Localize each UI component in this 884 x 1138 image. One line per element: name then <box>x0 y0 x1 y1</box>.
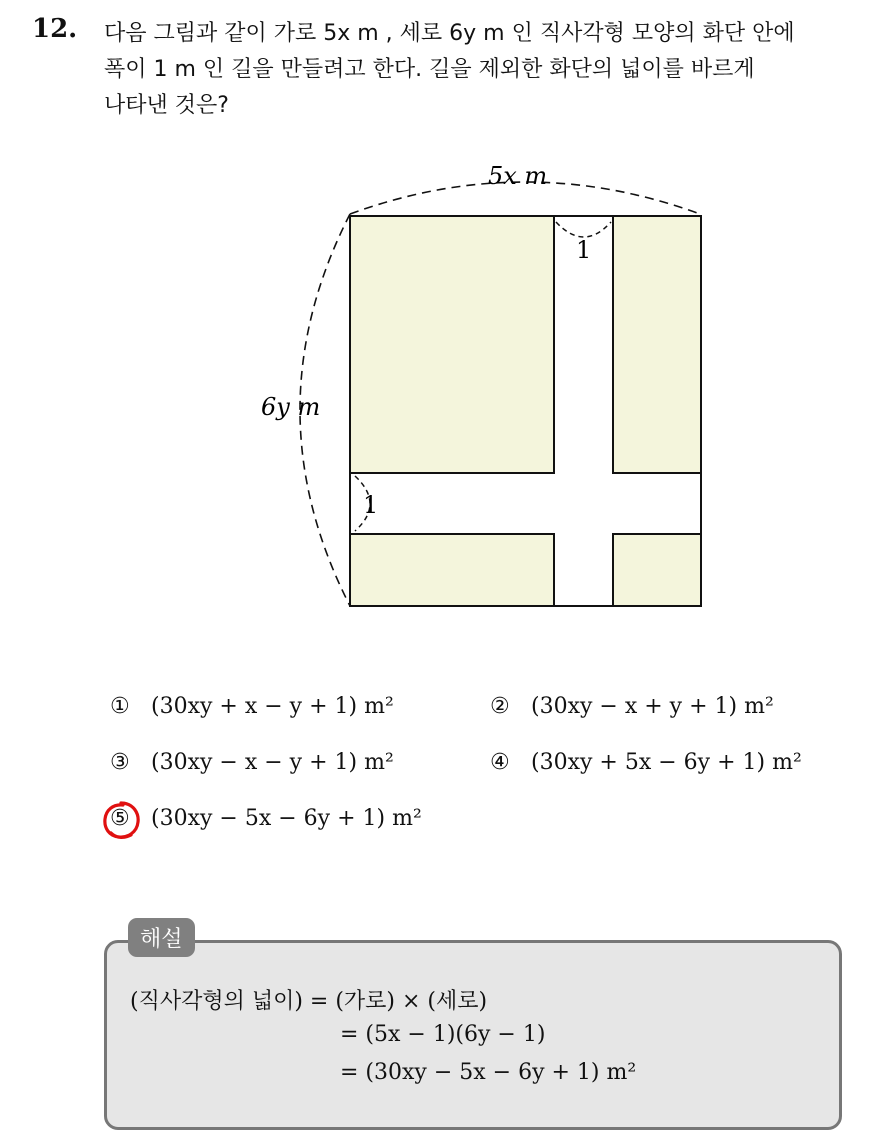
height-label: 6y m <box>261 393 321 421</box>
choice-number: ⑤ <box>110 806 130 831</box>
garden-plot-bottom-right <box>613 534 701 606</box>
choice-1[interactable] <box>110 694 394 719</box>
choice-5[interactable] <box>110 806 422 831</box>
choice-expression: (30xy − 5x − 6y + 1) m² <box>151 806 422 831</box>
choice-expression: (30xy + 5x − 6y + 1) m² <box>531 750 802 775</box>
garden-plot-top-right <box>613 216 701 473</box>
choice-2[interactable] <box>490 694 774 719</box>
explanation-line: = (30xy − 5x − 6y + 1) m² <box>340 1060 637 1085</box>
question-line: 나타낸 것은? <box>104 93 229 118</box>
road-width-arc-top <box>556 222 611 237</box>
choice-3[interactable] <box>110 750 394 775</box>
garden-plot-top-left <box>350 216 554 473</box>
explanation-line: (직사각형의 넓이) = (가로) × (세로) <box>130 989 488 1014</box>
choice-number: ④ <box>490 750 510 775</box>
width-label: 5x m <box>488 162 548 190</box>
choice-expression: (30xy − x + y + 1) m² <box>531 694 774 719</box>
road-width-label-top: 1 <box>576 236 592 264</box>
explanation-line: = (5x − 1)(6y − 1) <box>340 1022 546 1047</box>
choice-4[interactable] <box>490 750 802 775</box>
choice-number: ① <box>110 694 130 719</box>
answer-circle-mark <box>101 800 141 840</box>
question-line: 다음 그림과 같이 가로 5x m , 세로 6y m 인 직사각형 모양의 화단 안에 <box>104 21 795 46</box>
explanation-tab: 해설 <box>128 918 195 957</box>
road-width-label-left: 1 <box>363 491 379 519</box>
choice-number: ② <box>490 694 510 719</box>
choice-number: ③ <box>110 750 130 775</box>
question-line: 폭이 1 m 인 길을 만들려고 한다. 길을 제외한 화단의 넓이를 바르게 <box>104 57 755 82</box>
choice-expression: (30xy + x − y + 1) m² <box>151 694 394 719</box>
choice-expression: (30xy − x − y + 1) m² <box>151 750 394 775</box>
question-number: 12. <box>32 14 78 44</box>
garden-plot-bottom-left <box>350 534 554 606</box>
